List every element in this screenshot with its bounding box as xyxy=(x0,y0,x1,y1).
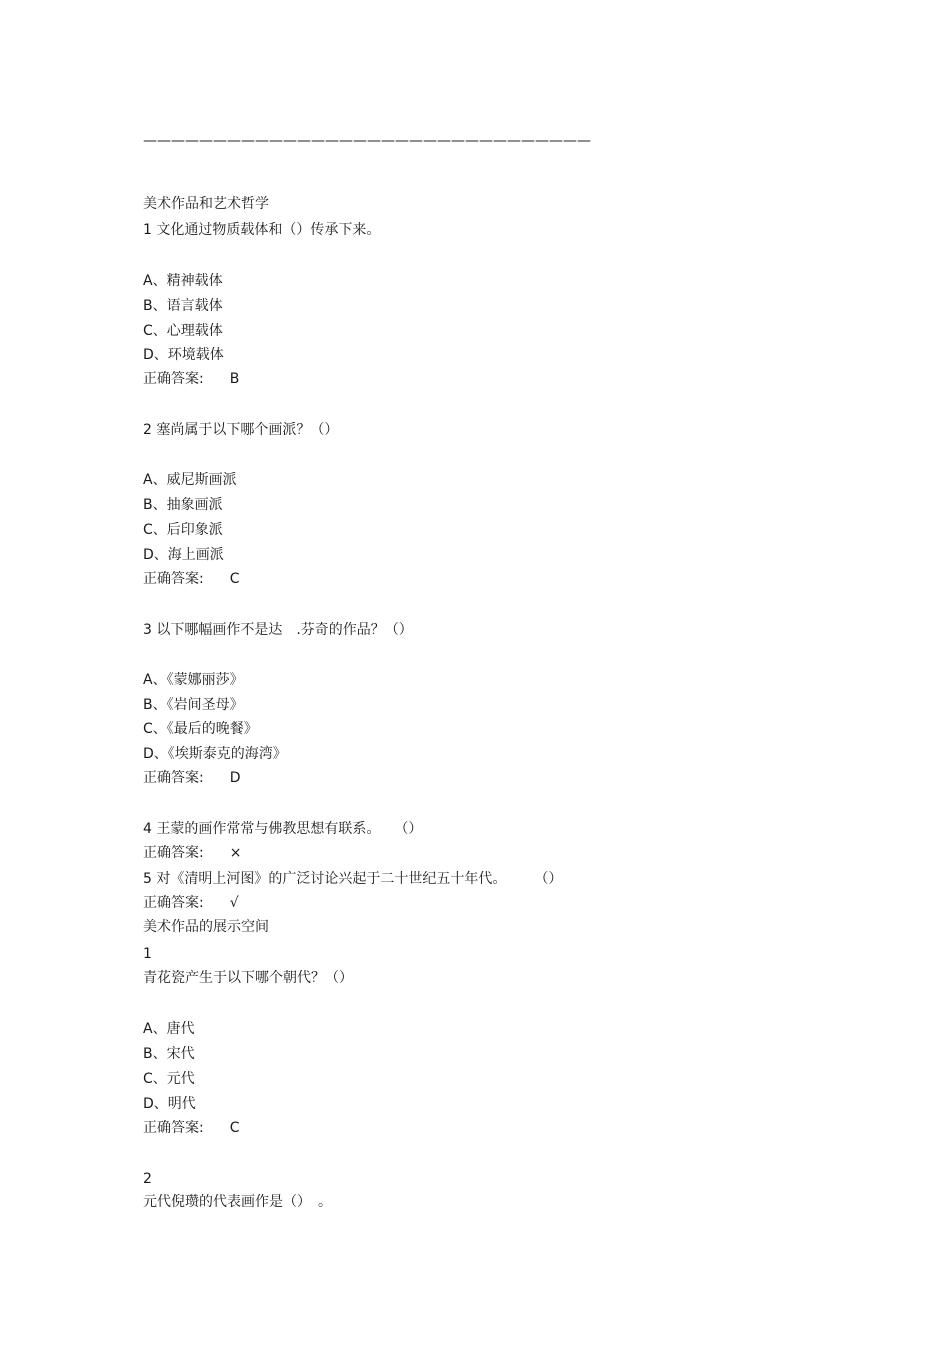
answer-line xyxy=(143,894,239,912)
text-line: C、后印象派 xyxy=(143,522,223,538)
text-line: A、精神载体 xyxy=(143,273,223,289)
answer-label: 正确答案: xyxy=(143,845,204,861)
text-line: A、《蒙娜丽莎》 xyxy=(143,672,244,688)
answer-value: C xyxy=(229,1120,240,1136)
text-line: C、心理载体 xyxy=(143,323,223,339)
text-line: B、《岩间圣母》 xyxy=(143,697,244,713)
answer-line xyxy=(143,844,241,862)
answer-value: × xyxy=(229,845,242,861)
text-line: B、语言载体 xyxy=(143,298,223,314)
answer-value: √ xyxy=(229,895,239,911)
text-line: 2 xyxy=(143,1171,152,1187)
text-line: 4 王蒙的画作常常与佛教思想有联系。 （） xyxy=(143,821,423,837)
text-line: 2 塞尚属于以下哪个画派？（） xyxy=(143,422,339,438)
text-line: C、《最后的晚餐》 xyxy=(143,721,258,737)
text-line: D、环境载体 xyxy=(143,347,224,363)
text-line: B、宋代 xyxy=(143,1046,195,1062)
text-line: D、海上画派 xyxy=(143,547,224,563)
answer-line xyxy=(143,769,241,787)
answer-value: D xyxy=(229,770,241,786)
text-line: 元代倪瓒的代表画作是（） 。 xyxy=(143,1194,332,1210)
text-line: C、元代 xyxy=(143,1071,195,1087)
answer-value: B xyxy=(229,371,240,387)
text-line: 5 对《清明上河图》的广泛讨论兴起于二十世纪五十年代。 （） xyxy=(143,871,563,887)
answer-label: 正确答案: xyxy=(143,770,204,786)
text-line: D、《埃斯泰克的海湾》 xyxy=(143,746,287,762)
answer-line xyxy=(143,1119,240,1137)
answer-line xyxy=(143,370,239,388)
answer-label: 正确答案: xyxy=(143,371,204,387)
text-line: 美术作品的展示空间 xyxy=(143,919,269,935)
divider-line: ———————————————————————————————— xyxy=(143,133,591,149)
text-line: B、抽象画派 xyxy=(143,497,223,513)
answer-value: C xyxy=(229,571,240,587)
text-line: 美术作品和艺术哲学 xyxy=(143,196,269,212)
answer-line xyxy=(143,570,240,588)
answer-label: 正确答案: xyxy=(143,1120,204,1136)
text-line: 1 文化通过物质载体和（）传承下来。 xyxy=(143,222,381,238)
text-line: D、明代 xyxy=(143,1096,196,1112)
answer-label: 正确答案: xyxy=(143,895,204,911)
text-line: 3 以下哪幅画作不是达 .芬奇的作品？（） xyxy=(143,622,413,638)
answer-label: 正确答案: xyxy=(143,571,204,587)
text-line: A、唐代 xyxy=(143,1021,195,1037)
text-line: 1 xyxy=(143,946,152,962)
text-line: A、威尼斯画派 xyxy=(143,472,237,488)
text-line: 青花瓷产生于以下哪个朝代？（） xyxy=(143,970,353,986)
